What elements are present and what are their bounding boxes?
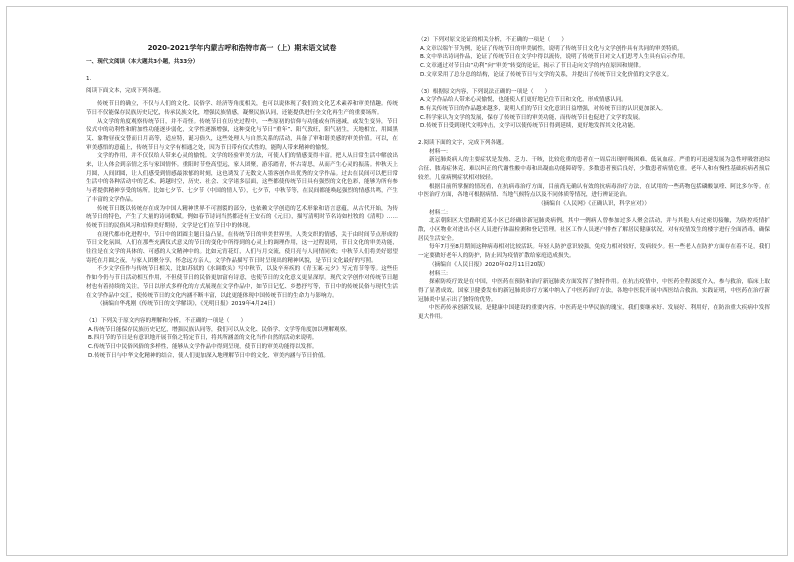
option-c: C.传统节日中民俗风俗的多样性，能够从文学作品中得到呈现，使节日的审美功能得以发挥。 (88, 344, 318, 351)
section-heading: 一、现代文阅读（本大题共3小题，共33分） (86, 59, 199, 65)
option-b: B.四月节的节日是有意识地开展节俗之特定节日，将其所涵盖的文化当作自然的活动来说明。 (88, 335, 318, 342)
source-note: （摘编自《人民日报》2020年02月11日20版） (429, 261, 549, 268)
passage-paragraph: 传统节日的确立，不仅与人们的文化、民俗学、经济等角度相关，也可以说体现了我们的文化艺术素养和审美情趣。传统节日不仅能保存民族历史记忆，传承民族文化，增强民族情感，凝聚民族认同，还能提供进行全文化再生产的重要场所。 (86, 101, 398, 116)
passage-paragraph: 在现代都市化进程中，节日中的团圆主题日益凸显，在传统节日的审美世界里，人类交织的情感，关于由时间节点形成的节日文化氛围，人们在那些充满仪式意义的节日的变化中所得到的心灵上的调理作用，这一过程说明，节日文化的审美功能，往往是在文学的具体的、可感的人文精神中的。比如元宵花灯，人们与月交流，使月亮与人同情同欢；中秋节人们将美好愿望寄托在月圆之夜，与家人团聚分享，怀念远方亲人，文学作品描写节日时呈现出的精神风貌，是节日文化最好的写照。 (86, 231, 398, 264)
material-paragraph: 根据目前所掌握的情况看，在抗病毒治疗方面，目前尚无确认有效的抗病毒治疗方法，在试用的一些药物包括磷酸氯喹、阿比多尔等。在中医治疗方面，各地可根据病情、当地气候特点以及不同体质等情况，进行辨证论治。 (418, 183, 770, 199)
question-number: 1. (86, 75, 92, 82)
passage-paragraph: 传统节日既以传统存在成为中国人精神世界不可割裂的部分，也依赖文学创造的艺术形象和语言意蕴，从古代开始，为传统节日的特色，产生了大量的诗词歌赋。例如春节诗词当然都还有王安石的《元日》，描写清明时节名诗如杜牧的《清明》……传统节日的民俗风习和信仰美好期待，文学是它们在节日中的体现。 (86, 205, 398, 229)
option-d: D.传统节日受到现代文明冲击，文学可以使传统节日得到延续，更好地发挥其文化功能。 (420, 123, 639, 130)
material-label: 材料二： (429, 209, 452, 216)
page-title: 2020-2021学年内蒙古呼和浩特市高一（上）期末语文试卷 (147, 44, 337, 52)
passage-paragraph: 文学的作用，并不仅仅给人带来心灵的愉悦。文学的经验审美方法，可使人们的情感变得丰富。把人从日常生活中解放出来，让人体会到亲情之乐与家国情怀。重阳时节登高望远，家人团聚，游乐踏青，怀古寄思，从而产生心灵的振荡。仲秋天上月圆，人间团圆，让人们感受到情感最浓郁的时刻，这也诱发了无数文人墨客创作出优秀的文学作品。过去在民间可以把日常生活中的各种活动中的艺术，跨越时空，历史、社会、文学诸多层面，这些都使传统节日具有强烈的文化色彩，能够为所有参与者提供精神享受的场所。比如七夕节、七夕节（中国的情人节），七夕节，中秋节等，在民间都能唤起强烈的情感共鸣，产生了丰富的文学作品。 (86, 153, 398, 203)
option-a: A.传统节日能保存民族历史记忆，增强民族认同等，我们可以从文化、民俗学、文学等角度加以理解观察。 (88, 326, 351, 333)
question-3: （3）根据原文内容，下列说法正确的一项是（ ） (418, 88, 551, 95)
option-c: C.文章通过对节日由“功利”向“审美”转变的论证，揭示了节日走向文学的内在原因和规律。 (420, 63, 645, 70)
option-a: A.文章以端午节为例，论证了传统节日的审美属性，说明了传统节日文化与文学创作具有共同的审美特质。 (420, 45, 683, 52)
material-paragraph: 新冠肺炎病人的主要症状是发热、乏力、干咳，比较危重的患者在一周后出现呼吸困难、低氧血症。严重的可迅速发展为急性呼吸窘迫综合征、脓毒症休克、难以纠正的代谢性酸中毒和出凝血功能障碍等。多数患者预后良好，少数患者病情危重。老年人和有慢性基础疾病者预后较差。儿童病例症状相对较轻。 (418, 157, 770, 181)
source-note: （摘编自《人民网》《正确认识，科学应对》） (538, 200, 650, 207)
question-2: （2）下列对原文论证的相关分析，不正确的一项是（ ） (418, 37, 567, 43)
question-2-heading: 2.阅读下面的文字，完成下列各题。 (418, 140, 508, 147)
right-column (418, 36, 770, 322)
instruction: 阅读下面文本，完成下列各题。 (86, 88, 165, 95)
option-d: D.文章采用了总分总的结构，论证了传统节日与文学的关系，并提出了传统节日文化价值的文学意义。 (420, 71, 673, 78)
source-note: （摘编自华兆刚《传统节日的文学解读》，《光明日报》2019年4月24日） (97, 301, 279, 308)
passage-paragraph: 从文学的角度观察传统节日，并不奇怪。传统节日在历史过程中，一些原初的信仰与功能或有所递减，或发生变异，节日仪式中的功利性和附加性功能逐步弱化，文学性逐渐增强，这种变化与节日“重年”、阳气敦旺，阳气初生，天地相宜，用圆黑艾、象物昼夜交替而日月高等，适应特，诞习俗久，这些处理人与自然关系的活动，具备了审和谐美感的审美价值。可以，在审美感悟的意蕴上，传统节日与文学有相通之处，因为节日带有仪式性的，能陶人带来精神的愉悦。 (86, 118, 398, 151)
option-b: B.有关传统节日的作品越来越多，说明人们的节日文化意识日益增强，对传统节日的认识更加深入。 (420, 105, 667, 112)
left-column (86, 58, 398, 361)
material-label: 材料三： (429, 270, 452, 277)
material-paragraph: 北京朝阳区大望路附近某小区已经确诊新冠肺炎病例，其中一例病人曾参加过多人聚会活动，并与其他人有过密切接触，为防控疫情扩散，小区物业对进出小区人员进行体温检测和登记管理。社区工作人员逐户排查了解居民健康状况，对有疫情发生的楼宇进行全面消毒，确保居民生活安全。 (418, 218, 770, 242)
passage-paragraph: 不少文学佳作与传统节日相关，比如苏轼的《水调歌头》写中秋节，以及辛弃疾的《青玉案·元夕》写元宵节等等。这些佳作如今仍与节日活动相互作用，不但使节日的民俗更加富有诗意，也使节日的文化意义更显深厚。现代文学创作对传统节日题材也有着持续的关注，节日以形式多样化的方式展现在文学作品中，如节日记忆、乡愁抒写等，节日中的传统民俗与现代生活在文学作品中交汇，使传统节日的文化内涵不断丰富，以此更能体现中国传统节日的生命力与影响力。 (86, 266, 398, 299)
option-d: D.传统节日与中华文化精神的结合，使人们更加深入地理解节日中的文化、审美内涵与节日价值。 (88, 352, 330, 359)
option-a: A.文学作品给人带来心灵愉悦，也能使人们更好地记住节日和文化，形成情感认同。 (420, 97, 627, 104)
material-paragraph: 探索防疫疗效是在中国，中医药在预防和治疗新冠肺炎方面发挥了独特作用。在抗击疫情中，中医药全程深度介入，参与救治，临床上取得了显著成效。国家卫健委发布的新冠肺炎诊疗方案中纳入了中医药治疗方法，各地中医院开展中西医结合救治。实践证明，中医药在治疗新冠肺炎中显示出了独特的优势。 (418, 279, 770, 303)
material-paragraph: 中医药传承创新发展，是健康中国建设的重要内容。中医药是中华民族的瑰宝，我们要继承好、发展好、利用好，在防治重大疾病中发挥更大作用。 (418, 305, 770, 321)
question-1: （1）下列关于原文内容的理解和分析，不正确的一项是（ ） (86, 317, 247, 324)
material-label: 材料一： (429, 148, 452, 155)
option-b: B.文中举出诗词作品，论证了传统节日在文学中得以流传，说明了传统节日对文人们思考人生具有启示作用。 (420, 54, 689, 61)
material-paragraph: 每年7月至8月期间这种病毒相对比较活跃。年轻人防护意识较强，免疫力相对较好，发病较少。但一些老人在防护方面存在着不足，我们一定要做好老年人的防护，防止因为疫情扩散给家庭造成损失。 (418, 244, 770, 260)
option-c: C.科学家认为文学的发展，保存了传统节日的审美功能，而传统节日也促进了文学的发展。 (420, 114, 644, 121)
